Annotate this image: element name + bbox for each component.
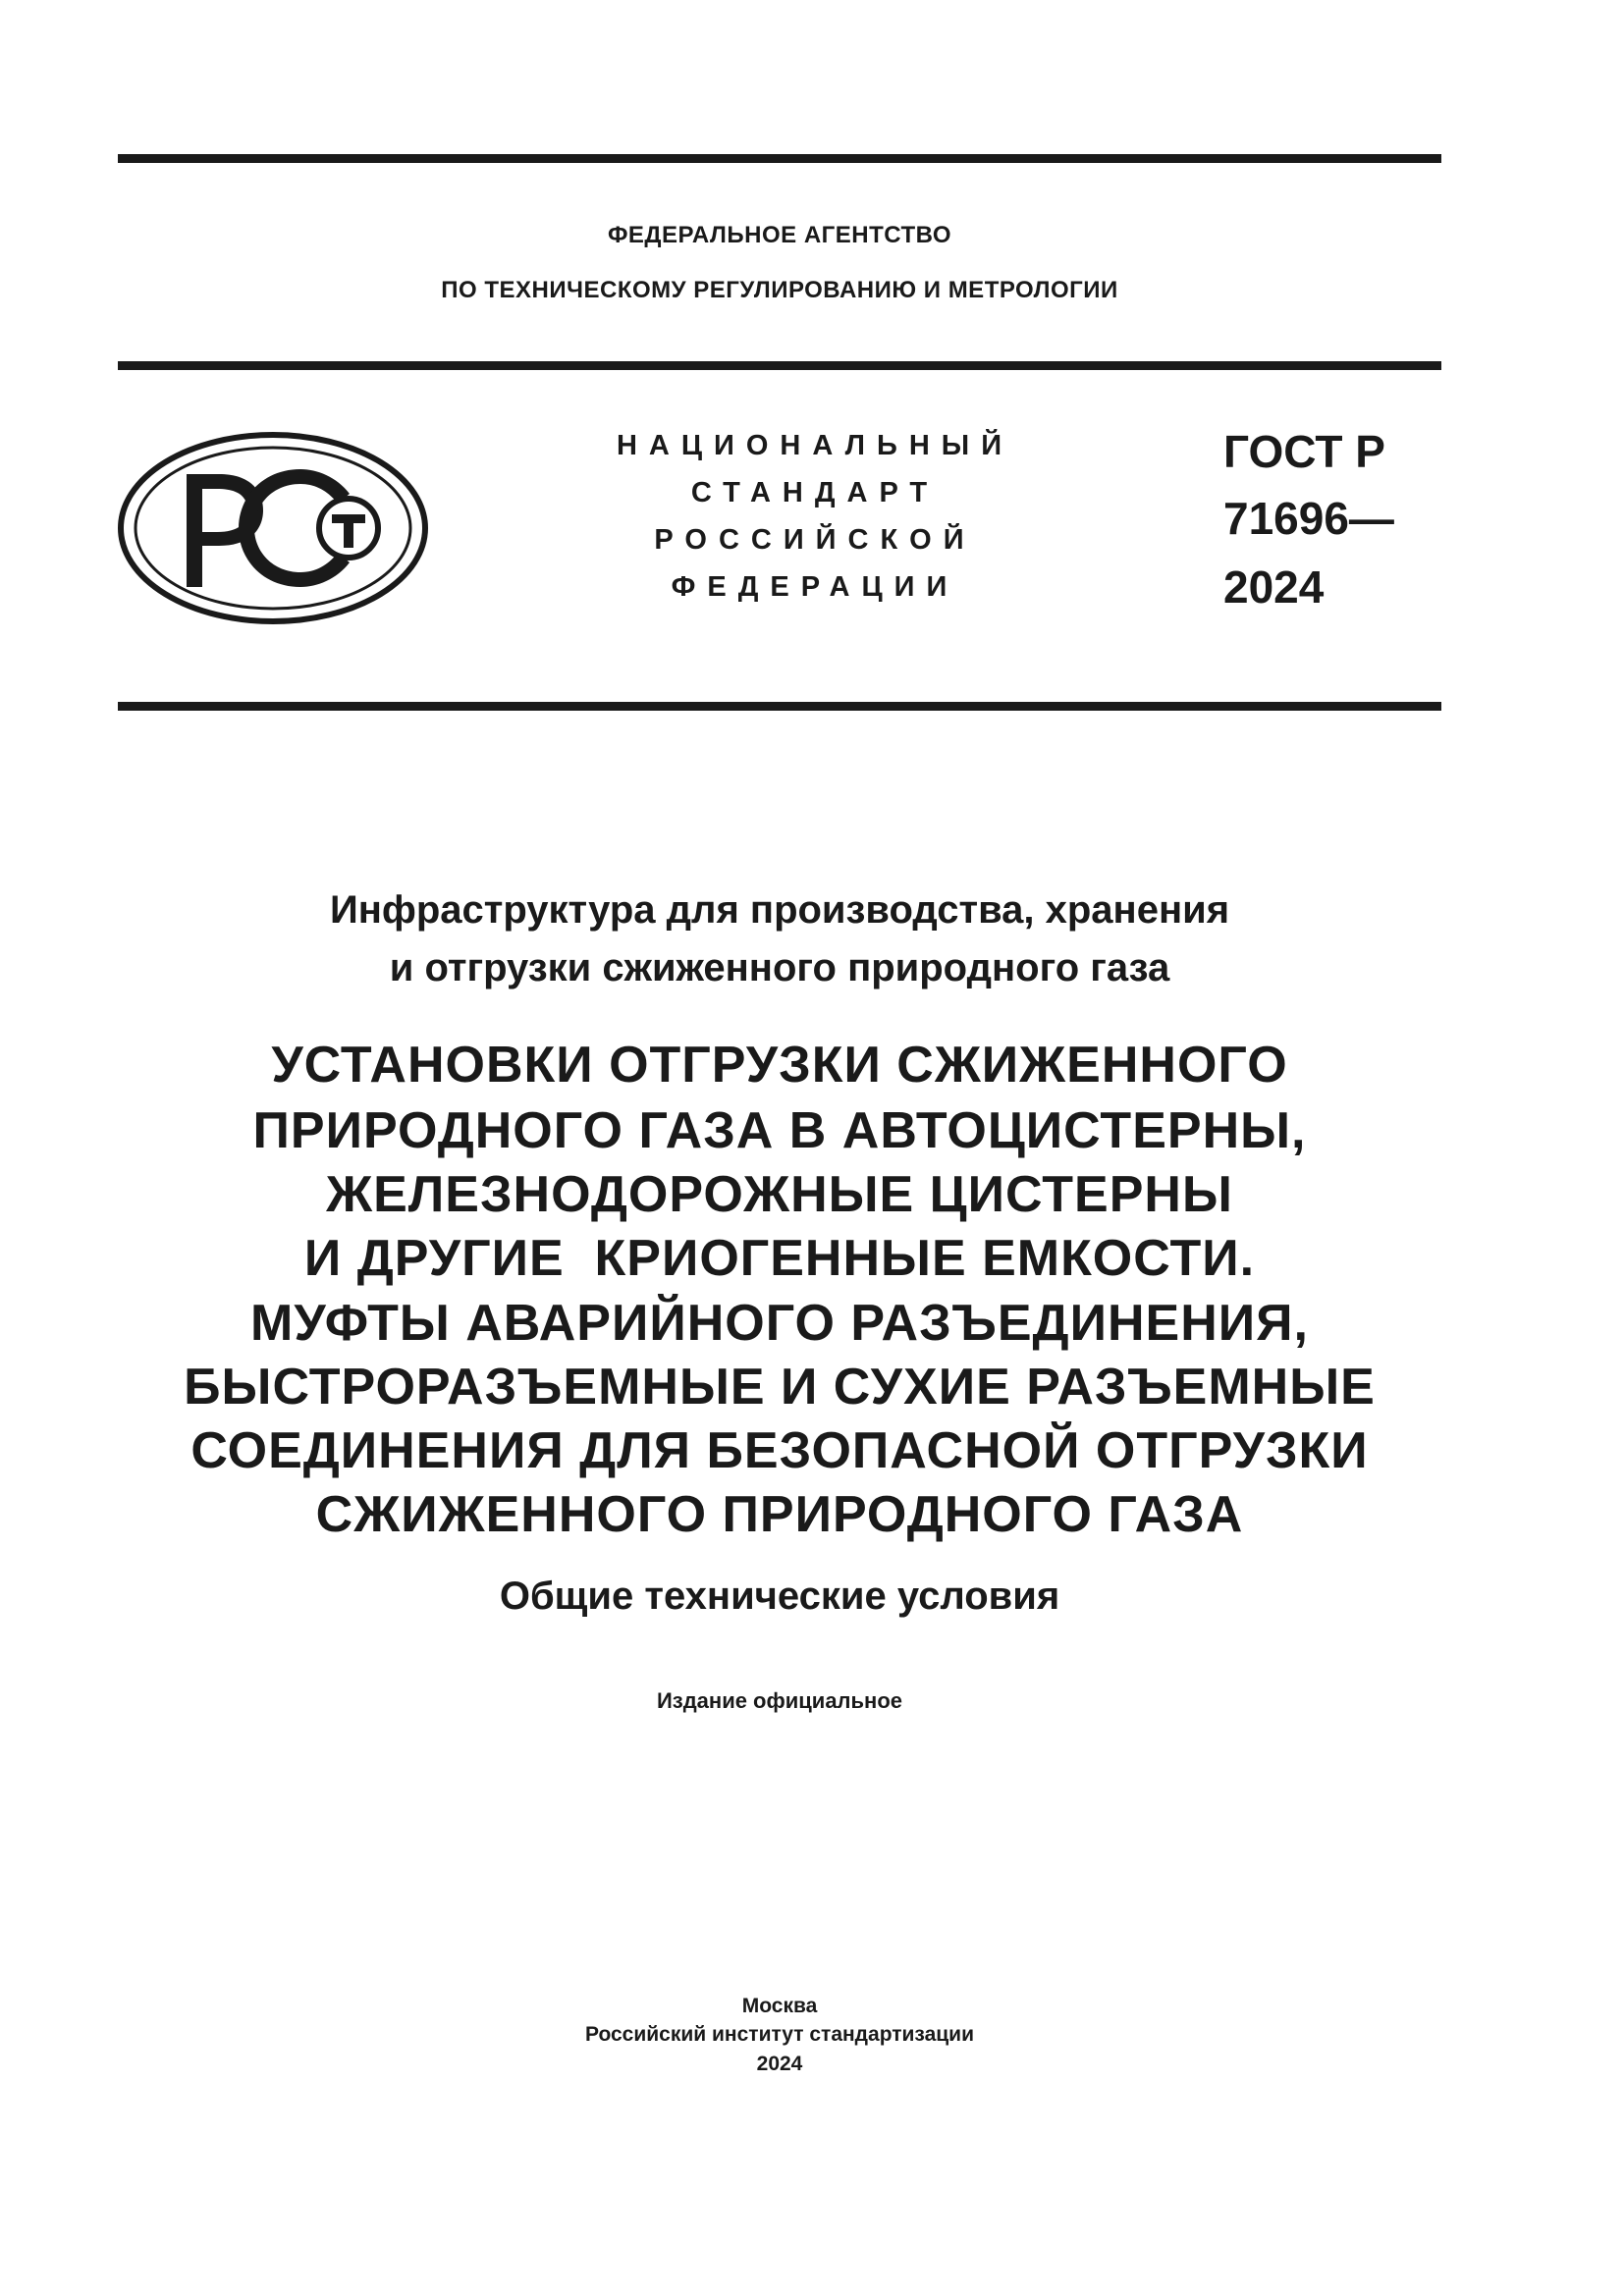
standard-kind-line2: СТАНДАРТ [690, 477, 940, 508]
top-rule [118, 154, 1441, 163]
edition-note: Издание официальное [656, 1688, 903, 1713]
publisher-city: Москва [741, 1995, 818, 2017]
main-title-line: УСТАНОВКИ ОТГРУЗКИ СЖИЖЕННОГО [271, 1037, 1288, 1094]
main-title-line: ПРИРОДНОГО ГАЗА В АВТОЦИСТЕРНЫ, [252, 1102, 1307, 1159]
standard-kind-line4: ФЕДЕРАЦИИ [671, 571, 959, 603]
main-title-line: И ДРУГИЕ КРИОГЕННЫЕ ЕМКОСТИ. [303, 1230, 1256, 1287]
standard-kind-line1: НАЦИОНАЛЬНЫЙ [616, 430, 1014, 461]
main-title-line: БЫСТРОРАЗЪЕМНЫЕ И СУХИЕ РАЗЪЕМНЫЕ [184, 1359, 1376, 1415]
series-title-line2: и отгрузки сжиженного природного газа [389, 946, 1170, 989]
agency-name-line1: ФЕДЕРАЛЬНОЕ АГЕНТСТВО [607, 222, 952, 248]
standard-kind-line3: РОССИЙСКОЙ [654, 524, 976, 556]
main-title-line: МУФТЫ АВАРИЙНОГО РАЗЪЕДИНЕНИЯ, [250, 1295, 1309, 1352]
main-title-line: СЖИЖЕННОГО ПРИРОДНОГО ГАЗА [315, 1486, 1244, 1543]
publisher-name: Российский институт стандартизации [584, 2023, 975, 2046]
designation-line3: 2024 [1223, 561, 1325, 613]
designation-line2: 71696— [1223, 493, 1394, 544]
designation-line1: ГОСТ Р [1223, 426, 1385, 477]
main-title-line: СОЕДИНЕНИЯ ДЛЯ БЕЗОПАСНОЙ ОТГРУЗКИ [190, 1422, 1369, 1479]
series-title-line1: Инфраструктура для производства, хранения [329, 888, 1230, 932]
middle-rule [118, 361, 1441, 370]
bottom-rule [118, 702, 1441, 711]
main-title-line: ЖЕЛЕЗНОДОРОЖНЫЕ ЦИСТЕРНЫ [326, 1166, 1233, 1223]
agency-name-line2: ПО ТЕХНИЧЕСКОМУ РЕГУЛИРОВАНИЮ И МЕТРОЛОГИИ [441, 277, 1118, 303]
general-conditions: Общие технические условия [499, 1575, 1060, 1618]
publisher-year: 2024 [756, 2053, 803, 2075]
rst-logo-icon [116, 430, 430, 626]
